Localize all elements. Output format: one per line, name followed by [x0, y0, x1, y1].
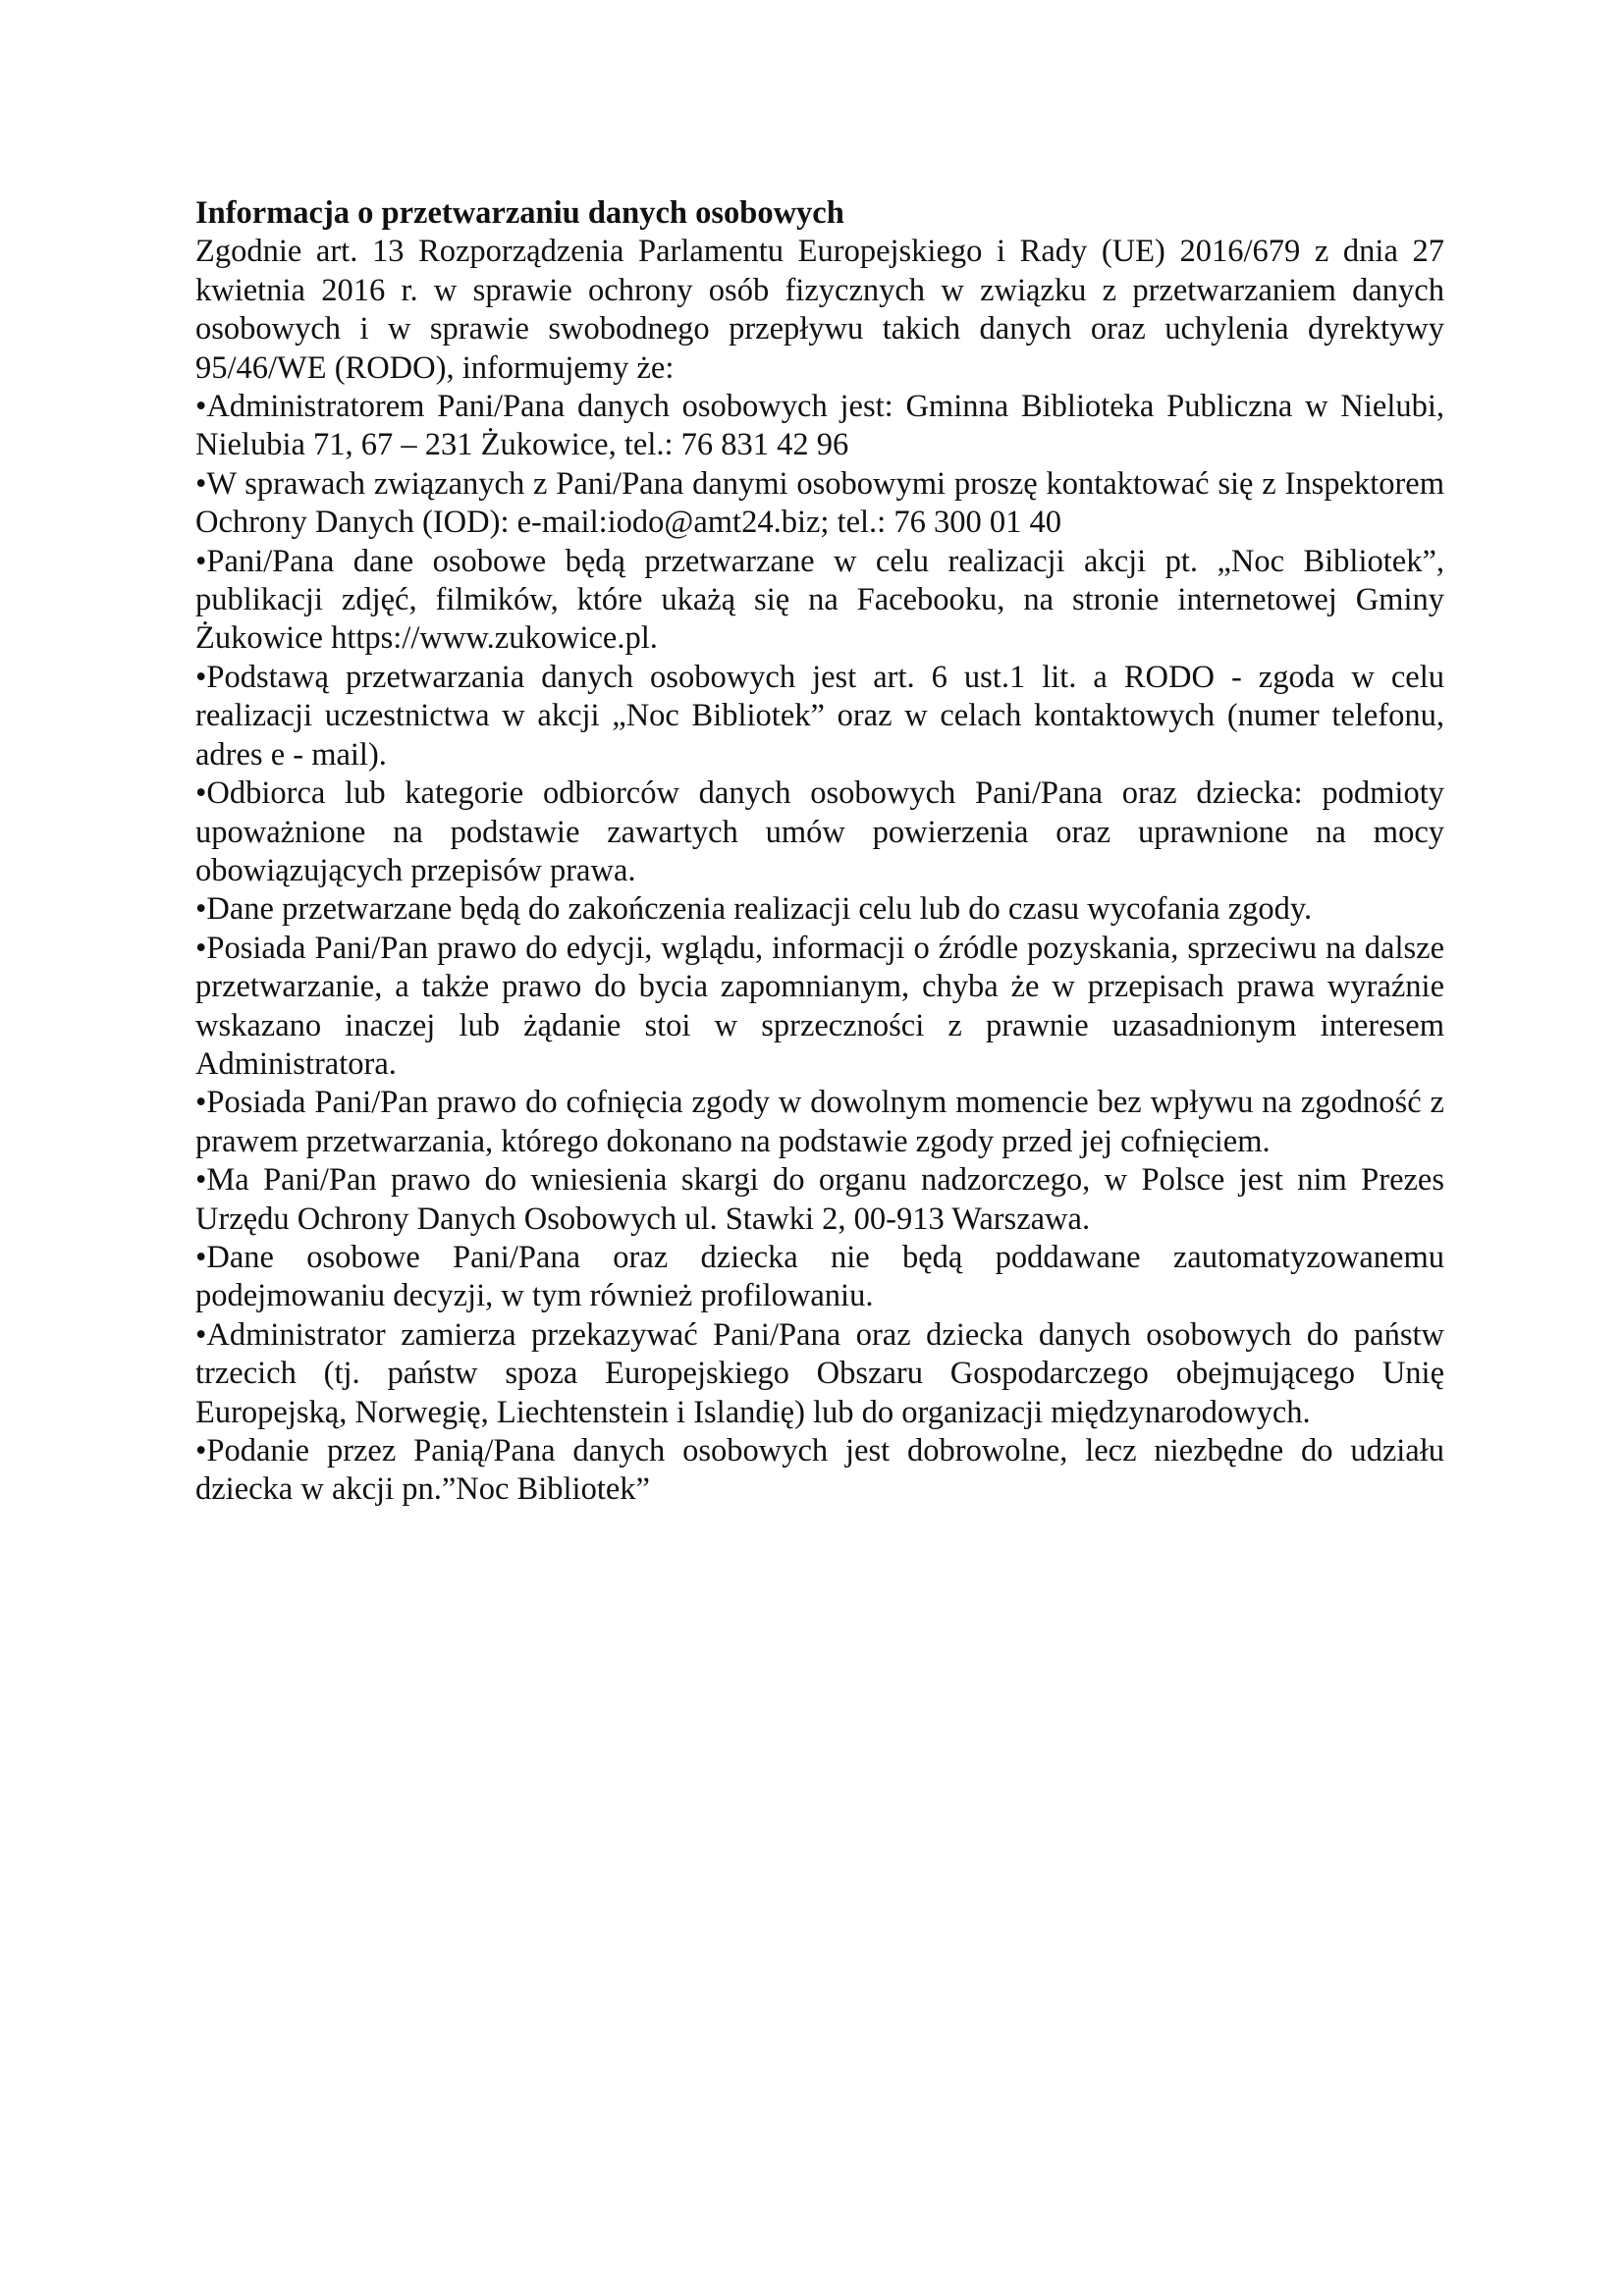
bullet-voluntary: •Podanie przez Panią/Pana danych osobowych jest dobrowolne, lecz niezbędne do udziału dziecka w akcji pn.”Noc Bibliotek”	[195, 1433, 1444, 1508]
bullet-third-countries: •Administrator zamierza przekazywać Pani/Pana oraz dziecka danych osobowych do państw trzecich (tj. państw spoza Europejskiego Obszaru Gospodarczego obejmującego Unię Europejską, Norwegię, Liechtenstein i Islandię) lub do organizacji międzynarodowych.	[195, 1316, 1444, 1430]
document-title: Informacja o przetwarzaniu danych osobowych	[195, 195, 844, 231]
bullet-profiling: •Dane osobowe Pani/Pana oraz dziecka nie będą poddawane zautomatyzowanemu podejmowaniu decyzji, w tym również profilowaniu.	[195, 1239, 1444, 1314]
bullet-purpose: •Pani/Pana dane osobowe będą przetwarzane w celu realizacji akcji pt. „Noc Bibliotek”, publikacji zdjęć, filmików, które ukażą się na Facebooku, na stronie internetowej Gminy Żukowice https://www.zukowice.pl.	[195, 543, 1444, 657]
bullet-complaint: •Ma Pani/Pan prawo do wniesienia skargi do organu nadzorczego, w Polsce jest nim Prezes Urzędu Ochrony Danych Osobowych ul. Stawki 2, 00-913 Warszawa.	[195, 1162, 1444, 1237]
bullet-rights: •Posiada Pani/Pan prawo do edycji, wglądu, informacji o źródle pozyskania, sprzeciwu na dalsze przetwarzanie, a także prawo do bycia zapomnianym, chyba że w przepisach prawa wyraźnie wskazano inaczej lub żądanie stoi w sprzeczności z prawnie uzasadnionym interesem Administratora.	[195, 930, 1444, 1082]
bullet-iod-contact: •W sprawach związanych z Pani/Pana danymi osobowymi proszę kontaktować się z Inspektorem Ochrony Danych (IOD): e-mail:iodo@amt24.biz; tel.: 76 300 01 40	[195, 465, 1444, 541]
bullet-recipients: •Odbiorca lub kategorie odbiorców danych osobowych Pani/Pana oraz dziecka: podmioty upoważnione na podstawie zawartych umów powierzenia oraz uprawnione na mocy obowiązujących przepisów prawa.	[195, 775, 1444, 888]
document-body	[195, 194, 1444, 1510]
bullet-retention: •Dane przetwarzane będą do zakończenia realizacji celu lub do czasu wycofania zgody.	[195, 891, 1313, 928]
bullet-withdraw-consent: •Posiada Pani/Pan prawo do cofnięcia zgody w dowolnym momencie bez wpływu na zgodność z prawem przetwarzania, którego dokonano na podstawie zgody przed jej cofnięciem.	[195, 1085, 1444, 1159]
intro-paragraph: Zgodnie art. 13 Rozporządzenia Parlamentu Europejskiego i Rady (UE) 2016/679 z dnia 27 kwietnia 2016 r. w sprawie ochrony osób fizycznych w związku z przetwarzaniem danych osobowych i w sprawie swobodnego przepływu takich danych oraz uchylenia dyrektywy 95/46/WE (RODO), informujemy że:	[195, 234, 1444, 386]
bullet-legal-basis: •Podstawą przetwarzania danych osobowych jest art. 6 ust.1 lit. a RODO - zgoda w celu realizacji uczestnictwa w akcji „Noc Bibliotek” oraz w celach kontaktowych (numer telefonu, adres e - mail).	[195, 659, 1444, 773]
bullet-administrator: •Administratorem Pani/Pana danych osobowych jest: Gminna Biblioteka Publiczna w Nielubi, Nielubia 71, 67 – 231 Żukowice, tel.: 76 831 42 96	[195, 389, 1444, 463]
